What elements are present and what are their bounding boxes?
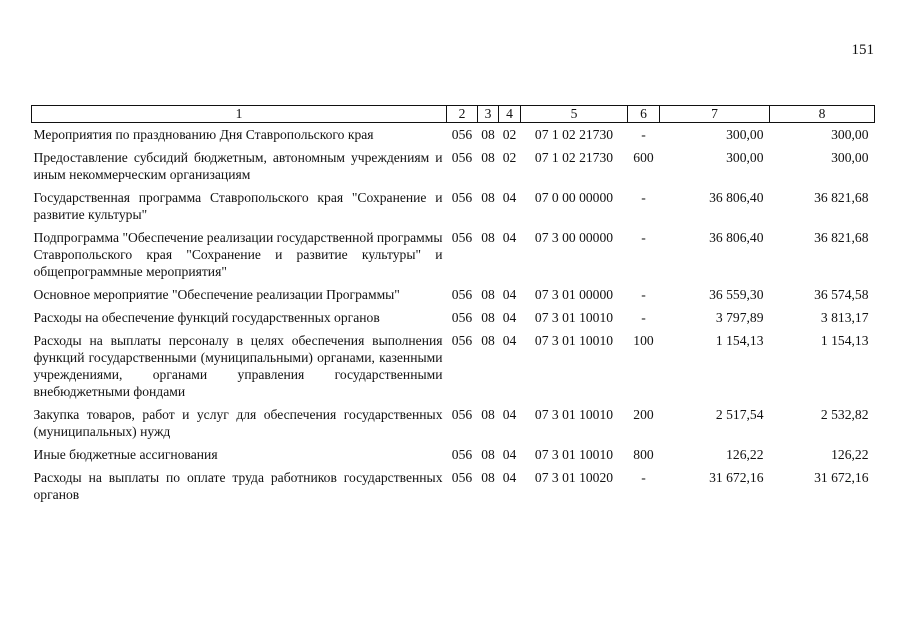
row-col8: 300,00 [831, 150, 869, 165]
row-col4: 04 [502, 287, 517, 302]
row-col2: 056 [451, 230, 473, 245]
table-row [32, 226, 875, 283]
row-col4: 04 [502, 333, 517, 348]
row-col2: 056 [451, 310, 473, 325]
row-col3: 08 [481, 333, 495, 348]
page-number: 151 [851, 42, 874, 58]
row-col8: 36 821,68 [814, 190, 869, 205]
row-col8: 3 813,17 [820, 310, 869, 325]
row-col4: 04 [502, 310, 517, 325]
table-row [32, 403, 875, 443]
row-col7: 36 806,40 [709, 230, 764, 245]
row-col8: 31 672,16 [814, 470, 869, 485]
row-col5: 07 3 01 10010 [534, 407, 614, 422]
row-col4: 04 [502, 190, 517, 205]
row-name: Мероприятия по празднованию Дня Ставропольского края [33, 127, 374, 142]
row-name: Государственная программа Ставропольского края "Сохранение и развитие культуры" [33, 190, 443, 222]
row-col2: 056 [451, 333, 473, 348]
row-col4: 04 [502, 470, 517, 485]
col-header-1: 1 [32, 106, 447, 123]
row-name: Расходы на выплаты по оплате труда работников государственных органов [33, 470, 443, 502]
table-row [32, 466, 875, 506]
row-col7: 36 559,30 [709, 287, 764, 302]
row-col2: 056 [451, 447, 473, 462]
row-col6: - [641, 230, 646, 245]
table-row [32, 146, 875, 186]
budget-table [31, 105, 875, 506]
row-name: Предоставление субсидий бюджетным, автономным учреждениям и иным некоммерческим организациям [33, 150, 443, 182]
col-header-3: 3 [478, 106, 499, 123]
row-col4: 04 [502, 407, 517, 422]
table-row [32, 329, 875, 403]
col-header-2: 2 [447, 106, 478, 123]
row-col6: 200 [633, 407, 654, 422]
row-col3: 08 [481, 287, 495, 302]
table-row [32, 186, 875, 226]
row-col5: 07 0 00 00000 [534, 190, 614, 205]
table-row [32, 283, 875, 306]
row-col7: 2 517,54 [715, 407, 764, 422]
row-col6: - [641, 190, 646, 205]
row-col3: 08 [481, 407, 495, 422]
row-col6: - [641, 287, 646, 302]
row-col6: 100 [633, 333, 654, 348]
table-row [32, 306, 875, 329]
table-row [32, 123, 875, 147]
row-col5: 07 3 01 10010 [534, 310, 614, 325]
row-name: Основное мероприятие "Обеспечение реализации Программы" [33, 287, 400, 302]
row-col4: 02 [502, 150, 517, 165]
row-col2: 056 [451, 287, 473, 302]
row-col6: - [641, 310, 646, 325]
col-header-7: 7 [660, 106, 770, 123]
row-col4: 02 [502, 127, 517, 142]
row-col7: 300,00 [726, 150, 764, 165]
row-col6: - [641, 470, 646, 485]
row-col6: 800 [633, 447, 654, 462]
row-col7: 36 806,40 [709, 190, 764, 205]
row-name: Расходы на обеспечение функций государственных органов [33, 310, 380, 325]
col-header-5: 5 [521, 106, 628, 123]
row-col5: 07 3 01 10010 [534, 447, 614, 462]
col-header-4: 4 [499, 106, 521, 123]
row-col5: 07 3 01 00000 [534, 287, 614, 302]
row-col3: 08 [481, 230, 495, 245]
row-name: Расходы на выплаты персоналу в целях обеспечения выполнения функций государственными (муниципальными) органами, казенными учреждениями, органами управления государственными внебюджетными фондами [33, 333, 443, 399]
row-col2: 056 [451, 470, 473, 485]
row-col7: 3 797,89 [715, 310, 764, 325]
row-col5: 07 1 02 21730 [534, 127, 614, 142]
row-col6: 600 [633, 150, 654, 165]
row-col3: 08 [481, 470, 495, 485]
row-name: Иные бюджетные ассигнования [33, 447, 218, 462]
row-col7: 126,22 [726, 447, 764, 462]
row-col3: 08 [481, 447, 495, 462]
header-row [32, 106, 875, 123]
table-row [32, 443, 875, 466]
row-name: Закупка товаров, работ и услуг для обеспечения государственных (муниципальных) нужд [33, 407, 443, 439]
row-col8: 300,00 [831, 127, 869, 142]
row-col4: 04 [502, 447, 517, 462]
col-header-6: 6 [628, 106, 660, 123]
row-col7: 1 154,13 [715, 333, 764, 348]
row-col8: 36 821,68 [814, 230, 869, 245]
row-col5: 07 1 02 21730 [534, 150, 614, 165]
row-col3: 08 [481, 127, 495, 142]
row-col7: 300,00 [726, 127, 764, 142]
row-col5: 07 3 01 10010 [534, 333, 614, 348]
row-col5: 07 3 01 10020 [534, 470, 614, 485]
row-col3: 08 [481, 310, 495, 325]
row-col3: 08 [481, 190, 495, 205]
row-name: Подпрограмма "Обеспечение реализации государственной программы Ставропольского края "Сохранение и развитие культуры" и общепрограммные мероприятия" [33, 230, 443, 279]
row-col8: 36 574,58 [814, 287, 869, 302]
row-col8: 2 532,82 [820, 407, 869, 422]
row-col2: 056 [451, 150, 473, 165]
row-col5: 07 3 00 00000 [534, 230, 614, 245]
col-header-8: 8 [770, 106, 875, 123]
row-col2: 056 [451, 190, 473, 205]
row-col6: - [641, 127, 646, 142]
row-col4: 04 [502, 230, 517, 245]
row-col2: 056 [451, 127, 473, 142]
row-col7: 31 672,16 [709, 470, 764, 485]
row-col8: 126,22 [831, 447, 869, 462]
row-col2: 056 [451, 407, 473, 422]
row-col8: 1 154,13 [820, 333, 869, 348]
row-col3: 08 [481, 150, 495, 165]
